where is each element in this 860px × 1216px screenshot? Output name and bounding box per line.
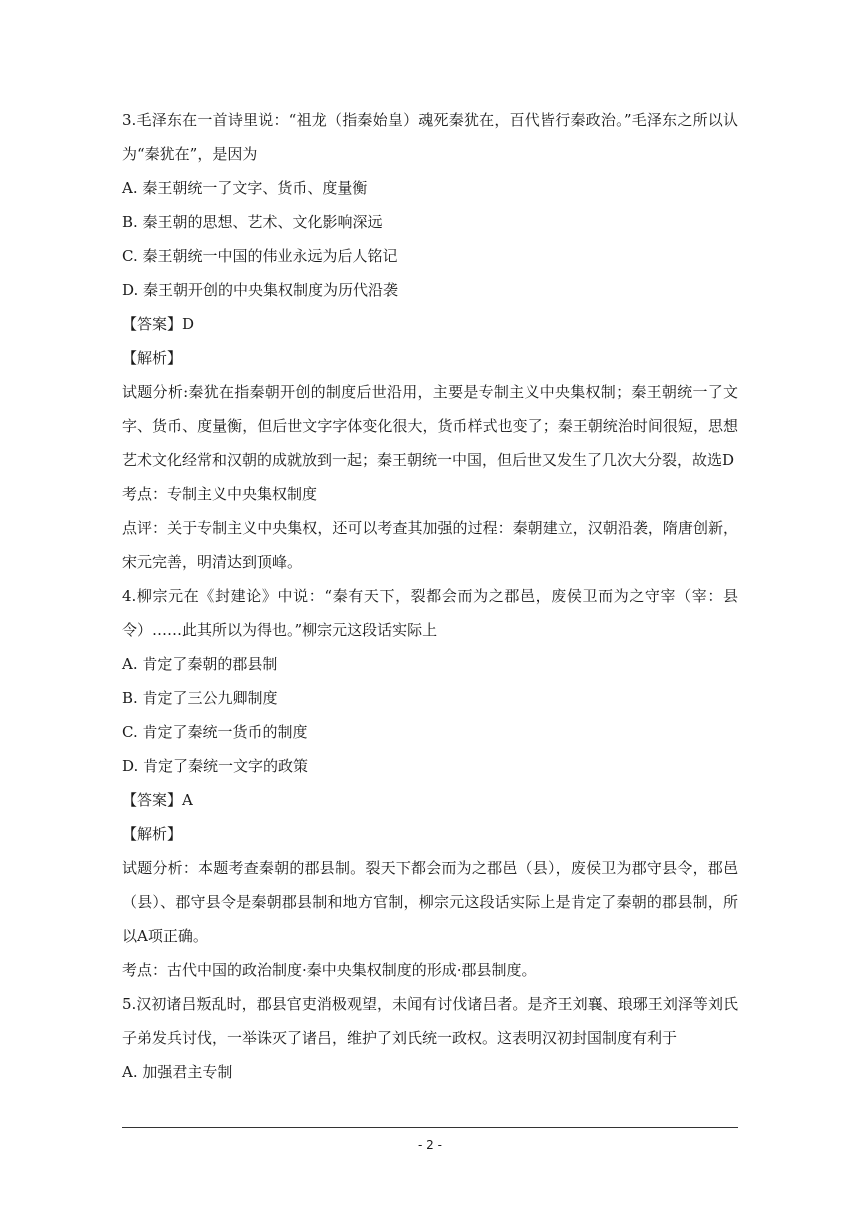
page-content [122, 103, 738, 1089]
question-4-option-b: B. 肯定了三公九卿制度 [122, 689, 278, 707]
question-3-answer: 【答案】D [122, 315, 195, 333]
question-4-option-c: C. 肯定了秦统一货币的制度 [122, 723, 308, 741]
question-3-option-c: C. 秦王朝统一中国的伟业永远为后人铭记 [122, 247, 398, 265]
question-5-stem: 5.汉初诸吕叛乱时，郡县官吏消极观望，未闻有讨伐诸吕者。是齐王刘襄、琅琊王刘泽等刘氏子弟发兵讨伐，一举诛灭了诸吕，维护了刘氏统一政权。这表明汉初封国制度有利于 [122, 995, 738, 1047]
question-4-answer: 【答案】A [122, 791, 193, 809]
question-4-analysis: 试题分析：本题考查秦朝的郡县制。裂天下都会而为之郡邑（县），废侯卫为郡守县令，郡邑（县）、郡守县令是秦朝郡县制和地方官制，柳宗元这段话实际上是肯定了秦朝的郡县制，所以A项正确。 [122, 859, 738, 945]
question-3-kaodian: 考点：专制主义中央集权制度 [122, 485, 318, 503]
question-4-kaodian: 考点：古代中国的政治制度·秦中央集权制度的形成·郡县制度。 [122, 961, 537, 979]
question-3-analysis: 试题分析:秦犹在指秦朝开创的制度后世沿用，主要是专制主义中央集权制；秦王朝统一了文字、货币、度量衡，但后世文字字体变化很大，货币样式也变了；秦王朝统治时间很短，思想艺术文化经常和汉朝的成就放到一起；秦王朝统一中国，但后世又发生了几次大分裂，故选D [122, 383, 738, 469]
footer-divider [122, 1127, 738, 1128]
question-4-stem: 4.柳宗元在《封建论》中说：“秦有天下，裂都会而为之郡邑，废侯卫而为之守宰（宰：县令）……此其所以为得也。”柳宗元这段话实际上 [122, 587, 738, 639]
question-4-option-a: A. 肯定了秦朝的郡县制 [122, 655, 278, 673]
question-3-stem: 3.毛泽东在一首诗里说：“祖龙（指秦始皇）魂死秦犹在，百代皆行秦政治。”毛泽东之所以认为“秦犹在”，是因为 [122, 111, 738, 163]
question-3-dianping: 点评：关于专制主义中央集权，还可以考查其加强的过程：秦朝建立，汉朝沿袭，隋唐创新，宋元完善，明清达到顶峰。 [122, 519, 738, 571]
question-3-option-b: B. 秦王朝的思想、艺术、文化影响深远 [122, 213, 383, 231]
question-5-option-a: A. 加强君主专制 [122, 1063, 233, 1081]
question-4-analysis-heading: 【解析】 [122, 825, 183, 843]
page-number: - 2 - [418, 1138, 442, 1152]
question-3-option-d: D. 秦王朝开创的中央集权制度为历代沿袭 [122, 281, 399, 299]
question-4-option-d: D. 肯定了秦统一文字的政策 [122, 757, 309, 775]
question-3-analysis-heading: 【解析】 [122, 349, 183, 367]
question-3-option-a: A. 秦王朝统一了文字、货币、度量衡 [122, 179, 368, 197]
